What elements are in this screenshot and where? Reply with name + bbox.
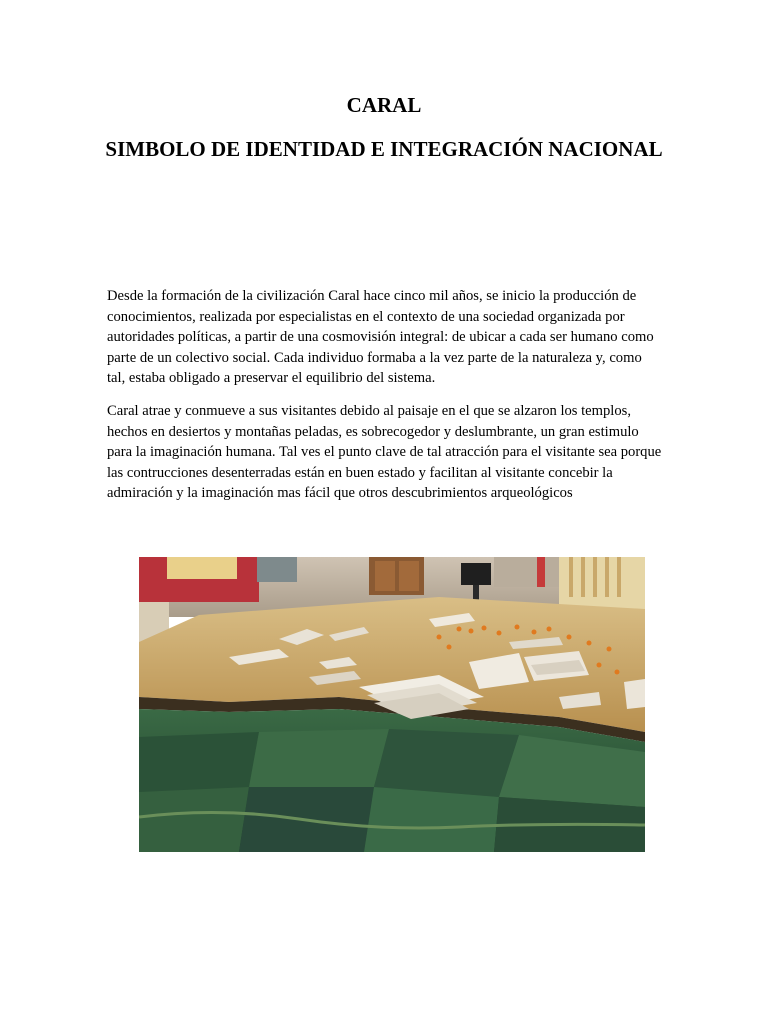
page-subtitle: SIMBOLO DE IDENTIDAD E INTEGRACIÓN NACIONAL <box>105 137 663 161</box>
caral-model-photo <box>139 557 645 852</box>
paragraph-2: Caral atrae y conmueve a sus visitantes debido al paisaje en el que se alzaron los templos, hechos en desiertos y montañas peladas, es sobrecogedor y deslumbrante, un gran estimulo para la imaginación humana. Tal ves el punto clave de tal atracción para el visitante sea porque las contrucciones desenterradas están en buen estado y facilitan al visitante concebir la admiración y la imaginación mas fácil que otros descubrimientos arqueológicos <box>107 403 662 502</box>
page-title: CARAL <box>346 93 422 117</box>
paragraph-1: Desde la formación de la civilización Caral hace cinco mil años, se inicio la producción de conocimientos, realizada por especialistas en el contexto de una sociedad organizada por autoridades políticas, a partir de una cosmovisión integral: de ubicar a cada ser humano como parte de un colectivo social. Cada individuo formaba a la vez parte de la naturaleza y, como tal, estaba obligado a preservar el equilibrio del sistema. <box>107 288 654 387</box>
